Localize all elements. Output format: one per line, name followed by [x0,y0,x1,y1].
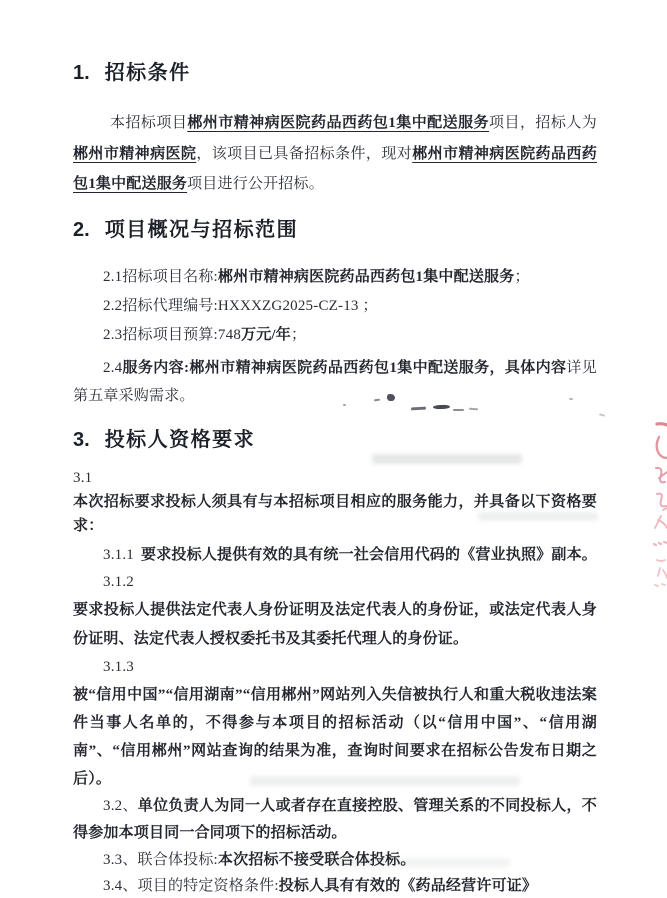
section-3-title: 投标人资格要求 [104,428,256,451]
section-2-title: 项目概况与招标范围 [104,218,299,241]
section-1-number: 1. [73,62,90,84]
tenderer-name-underlined: 郴州市精神病医院 [73,145,197,162]
clause-3-4 [73,873,597,898]
clause-label: 2.3招标项目预算: [103,326,218,343]
scan-smudge [343,404,346,406]
clause-label: 服务内容: [122,359,190,376]
clause-text: 本次招标要求投标人须具有与本招标项目相应的服务能力，并具备以下资格要求： [73,493,597,534]
clause-number: 3.1.2 [103,573,134,590]
scan-smudge [453,409,464,411]
text-run: 项目进行公开招标。 [187,176,324,192]
section-2-number: 2. [73,218,90,241]
clause-text: 被“信用中国”“信用湖南”“信用郴州”网站列入失信被执行人和重大税收违法案件当事人名单的，不得参与本项目的招标活动（以“信用中国”、“信用湖南”、“信用郴州”网站查询的结果为准，查询时间要求在招标公告发布日期之后）。 [73,686,597,787]
clause-3-1-3-number [73,654,597,681]
section-1-title: 招标条件 [104,62,191,84]
clause-tail: 详见第五章采购需求。 [73,359,597,404]
clause-2-1 [73,263,597,292]
clause-2-2 [73,292,597,321]
clause-label: 3.4、项目的特定资格条件: [103,877,279,894]
project-name-underlined: 郴州市精神病医院药品西药包1集中配送服务 [187,115,490,131]
clause-number: 2.4 [103,359,123,376]
section-2-heading [73,217,597,243]
clause-number: 3.1.1 [103,546,134,563]
clause-number: 3.2、 [103,797,138,814]
clause-3-2 [73,793,597,847]
section-3-heading [73,427,597,453]
scan-smudge [599,413,605,416]
budget-unit: 万元/年 [241,326,291,343]
clause-3-1-2-number [73,569,597,596]
bleed-through-artifact [478,512,598,521]
red-stamp-marks [645,412,667,592]
clause-2-4 [73,354,597,411]
clause-3-1-1 [73,542,597,569]
budget-amount: 748 [217,326,242,343]
bleed-through-artifact [330,858,510,867]
clause-3-1-number [73,466,597,490]
scan-smudge [387,394,395,401]
clause-tail: ； [514,268,530,285]
bleed-through-artifact [250,776,520,786]
bleed-through-artifact [372,454,522,464]
clause-number: 3.1 [73,469,93,486]
section-3-number: 3. [73,428,90,451]
text-run: 本招标项目 [110,115,188,131]
clause-text: 单位负责人为同一人或者存在直接控股、管理关系的不同投标人，不得参加本项目同一合同项下的招标活动。 [73,797,597,841]
clause-value: 投标人具有有效的《药品经营许可证》 [278,877,538,894]
clause-number: 3.1.3 [103,658,134,675]
agency-number-text: 2.2招标代理编号:HXXXZG2025-CZ-13 ； [103,297,378,314]
clause-2-3 [73,321,597,350]
clause-text: 要求投标人提供法定代表人身份证明及法定代表人的身份证，或法定代表人身份证明、法定代表人授权委托书及其委托代理人的身份证。 [73,601,597,647]
project-name: 郴州市精神病医院药品西药包1集中配送服务 [217,268,515,285]
scan-smudge [569,398,573,400]
clause-label: 3.3、联合体投标: [103,851,218,868]
clause-tail: ； [291,326,307,343]
text-run: ，该项目已具备招标条件，现对 [196,145,413,162]
clause-tail-bold: ，具体内容 [489,359,567,376]
project-name-underlined: 郴州市精神病医院药品西药包1集中配送服务 [73,145,597,192]
clause-text: 要求投标人提供有效的具有统一社会信用代码的《营业执照》副本。 [141,546,598,563]
section-1-paragraph [73,108,597,200]
section-1-heading [73,60,597,86]
clause-3-1-2-text [73,596,597,654]
project-name: 郴州市精神病医院药品西药包1集中配送服务 [189,359,490,376]
clause-value: 本次招标不接受联合体投标。 [217,851,416,868]
text-run: 项目，招标人为 [489,115,597,131]
clause-label: 2.1招标项目名称: [103,268,218,285]
